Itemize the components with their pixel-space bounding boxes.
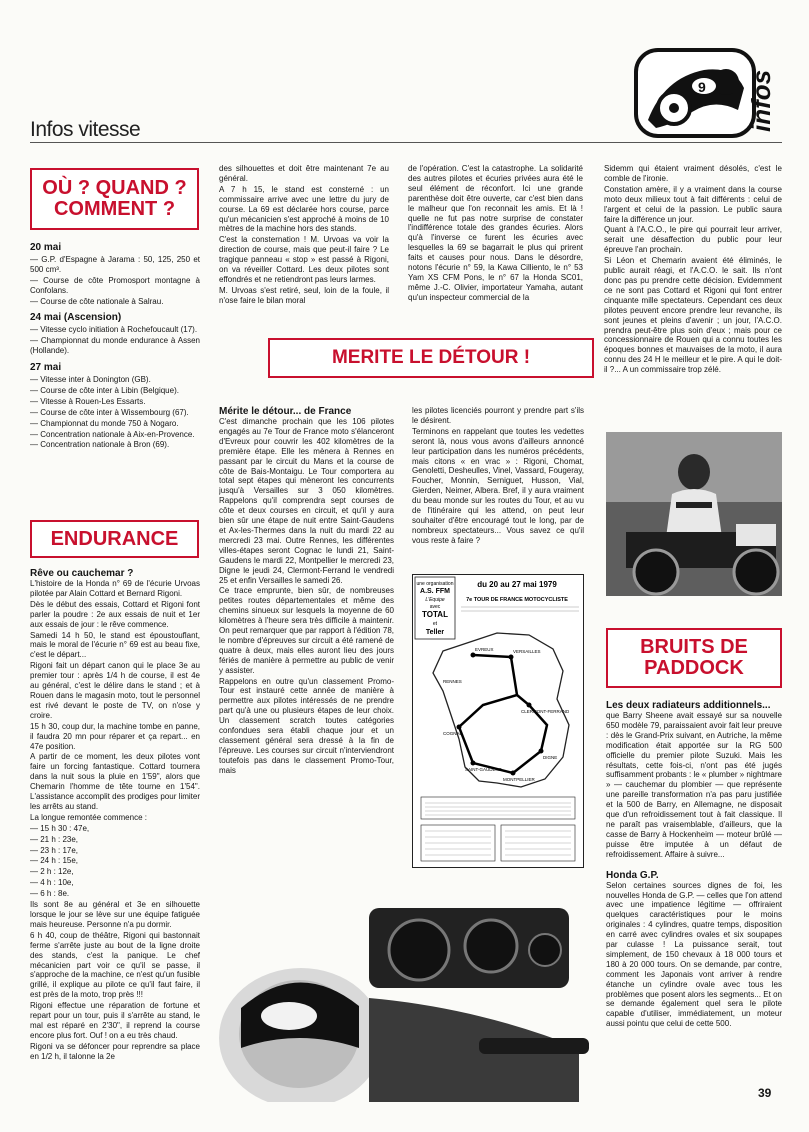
ou-quand-title: OÙ ? QUAND ? COMMENT ? bbox=[30, 168, 199, 230]
agenda-item: — Vitesse à Rouen-Les Essarts. bbox=[30, 396, 146, 406]
paragraph: L'histoire de la Honda n° 69 de l'écurie Urvoas pilotée par Alain Cottard et Bernard Rigoni. bbox=[30, 579, 200, 598]
paragraph: A 7 h 15, le stand est consterné : un commissaire arrive avec une lettre du jury de course. La 69 est déclarée hors course, parce qu'un mécanicien s'est approché à moins de 10 mètres de la machine hors des stands. bbox=[219, 184, 389, 234]
agenda-item: — Vitesse inter à Donington (GB). bbox=[30, 374, 151, 384]
page-number: 39 bbox=[758, 1086, 772, 1100]
endurance-continuation bbox=[408, 164, 583, 324]
list-item: — 4 h : 10e, bbox=[30, 878, 74, 888]
svg-text:EVREUX: EVREUX bbox=[475, 647, 494, 652]
agenda-item: — Course de côte nationale à Salrau. bbox=[30, 296, 164, 306]
paragraph: C'est dimanche prochain que les 106 pilotes engagés au 7e Tour de France moto s'élanceront d'Evreux pour couvrir les 402 kilomètres de la première étape. Elle les mènera à Rennes en passant par le circuit du Mans et la course de côte de Bais-Montaigu. Le Tour comportera au total sept étapes qui mèneront les concurrents jusqu'à Versailles sur 3 050 kilomètres. Rappelons qu'il comprendra sept courses de côte et deux courses en circuit, et qu'il y aura bien sûr une étape de nuit entre Saint-Gaudens et Ax-les-Thermes dans la nuit du mardi 22 au mercredi 23 mai. Outre Rennes, les différentes villes-étapes seront Cognac le lundi 21, Saint-Gaudens le mardi 22, Montpellier le mercredi 23, Digne le jeudi 24, Clermont-Ferrand le vendredi 25 et enfin Versailles le samedi 26. bbox=[219, 417, 394, 585]
paragraph: Ce trace emprunte, bien sûr, de nombreuses petites routes départementales et même des chemins sinueux sur lesquels la moyenne de 60 kilomètres à l'heure sera très difficile à maintenir. On peut remarquer que par rapport à l'édition 78, le nombre d'épreuves sur circuit a été ramené de quatre à deux, mais elles auront lieu des jours fériés de manière à permettre au public de venir y assister. bbox=[219, 586, 394, 675]
rider-with-motorcycle-icon bbox=[606, 432, 782, 596]
paragraph: de l'opération. C'est la catastrophe. La solidarité des autres pilotes et écuries privées aura été le seul élément de réconfort. Ici une grande parenthèse doit être ouverte, car c'est bien dans le malheur que l'on reconnait les amis. Et là ! quelle ne fut pas notre surprise de constater l'indifférence totale des grandes écuries. Alors qu'à l'inverse ce furent les écuries avec lesquelles la 69 se bagarrait le plus qui prirent faits et causes pour nous. Dans le désordre, notons l'écurie n° 59, la Kawa Cilliento, le n° 53 Yam XS CFM Pons, le n° 67 la Honda SC01, même J.-C. Olivier, importateur Yamaha, autant qu'un inspecteur commercial de la bbox=[408, 164, 583, 302]
agenda-item: — Vitesse cyclo initiation à Rochefoucault (17). bbox=[30, 325, 198, 335]
merite-subtitle: Mérite le détour... de France bbox=[219, 406, 352, 417]
list-item: — 23 h : 17e, bbox=[30, 845, 79, 855]
paragraph: Rappelons en outre qu'un classement Promo-Tour est instauré cette année de manière à permettre aux pilotes intéressés de ne prendre part qu'à une ou plusieurs étapes de leur choix. Un classement scratch toutes catégories confondues sera établi chaque jour et un classement général sera dressé à la fin de l'épreuve. Les courses sur circuit n'interviendront toutefois pas dans le classement Promo-Tour, mais bbox=[219, 676, 394, 775]
endurance-conclusion bbox=[604, 164, 782, 424]
svg-text:L'Equipe: L'Equipe bbox=[425, 597, 445, 603]
paragraph: C'est la consternation ! M. Urvoas va voir la direction de course, mais que peut-il faire ? Le tragique panneau « stop » est passé à Rigoni, on va réveiller Cottard. Les deux pilotes sont effondrés et ne retiendront pas leurs larmes. bbox=[219, 235, 389, 284]
paragraph: Rigoni effectue une réparation de fortune et repart pour un tour, puis il s'arrête au stand, le mal est réparé en 2'30", il reprend la course encore plus fort. Ouf ! on a eu très chaud. bbox=[30, 1001, 200, 1040]
list-item: — 21 h : 23e, bbox=[30, 834, 79, 844]
list-item: — 24 h : 15e, bbox=[30, 856, 79, 866]
svg-text:A.S. FFM: A.S. FFM bbox=[420, 588, 450, 595]
paragraph: 6 h 40, coup de théâtre, Rigoni qui bastonnait ferme s'arrête juste au bout de la ligne droite des stands, c'est la panique. Le chef mécanicien part voir ce qu'il se passe, il s'approche de la machine, ce n'est qu'un fusible grillé, il explique au pilote ce qu'il faut faire, il est près de la moto, trop près !!! bbox=[30, 930, 200, 1000]
svg-text:9: 9 bbox=[698, 79, 706, 95]
paragraph: La longue remontée commence : bbox=[30, 812, 147, 822]
svg-text:VERSAILLES: VERSAILLES bbox=[513, 649, 541, 654]
tour-de-france-map bbox=[412, 574, 584, 868]
agenda-item: — Course de côte inter à Libin (Belgique). bbox=[30, 385, 179, 395]
bruits-heading: Les deux radiateurs additionnels... bbox=[606, 700, 771, 711]
svg-text:COGNAC: COGNAC bbox=[443, 731, 463, 736]
bruits-heading: Honda G.P. bbox=[606, 869, 659, 881]
paragraph: Ils sont 8e au général et 3e en silhouette lorsque le jour se lève sur une équipe fatiguée mais heureuse. Personne n'a pu dormir. bbox=[30, 900, 200, 929]
endurance-article bbox=[30, 568, 200, 1100]
paragraph: Rigoni va se défoncer pour reprendre sa place en 1/2 h, il talonne la 2e bbox=[30, 1041, 200, 1061]
list-item: — 15 h 30 : 47e, bbox=[30, 823, 90, 833]
agenda-item: — G.P. d'Espagne à Jarama : 50, 125, 250 et 500 cm³. bbox=[30, 254, 200, 274]
svg-text:7e TOUR DE FRANCE MOTOCYCLISTE: 7e TOUR DE FRANCE MOTOCYCLISTE bbox=[466, 597, 568, 603]
list-item: — 2 h : 12e, bbox=[30, 867, 74, 877]
endurance-title: ENDURANCE bbox=[30, 520, 199, 558]
paragraph: Constation amère, il y a vraiment dans la course moto deux milieux tout à fait différents : celui de l'argent et celui de la passion. Le public saura faire la différence un jour. bbox=[604, 184, 782, 224]
helmet-and-dashboard-icon bbox=[219, 888, 596, 1102]
paragraph: A partir de ce moment, les deux pilotes vont faire un forcing fantastique. Cottard tournera dans la nuit sous la pluie en 1'59", alors que Chemarin l'homme de tête tourne en 1'54". L'assistance accomplit des prodiges pour limiter les arrêts au stand. bbox=[30, 752, 200, 811]
bruits-article bbox=[606, 700, 782, 1060]
svg-text:MONTPELLIER: MONTPELLIER bbox=[503, 777, 535, 782]
svg-text:SAINT-GAUDENS: SAINT-GAUDENS bbox=[465, 767, 502, 772]
paragraph: Terminons en rappelant que toutes les vedettes seront là, nous vous avons d'ailleurs annoncé leur participation dans les numéros précédents, mais citons « en vrac » : Rigoni, Chomat, Genoletti, Desheulles, Vinel, Vassard, Fougeray, Foucher, Monnin, Serniguet, Husson, Vial, Gierden, Neimer, Albera. Bref, il y aura vraiment du beau monde sur les routes du Tour, et au vu de l'itinéraire qui les attend, on peut leur souhaiter d'être encouragé tout le long, par de nombreux spectateurs... Vous savez ce qu'il vous reste à faire ? bbox=[412, 426, 584, 545]
infos-logo bbox=[634, 48, 780, 138]
agenda-item: — Concentration nationale à Aix-en-Provence. bbox=[30, 429, 195, 439]
merite-article-left bbox=[219, 406, 394, 882]
helmet-photo bbox=[219, 888, 596, 1102]
svg-text:RENNES: RENNES bbox=[443, 679, 462, 684]
bruits-title: BRUITS DE PADDOCK bbox=[606, 628, 782, 688]
section-header: Infos vitesse bbox=[30, 118, 141, 141]
paragraph: Selon certaines sources dignes de foi, les nouvelles Honda de G.P. — celles que l'on attend avec une impatience légitime — offriraient quelques caractéristiques pour le moins originales : 4 cylindres, quatre temps, disposition en carré avec cylindres ovales et six soupapes par culasse ! La puissance serait, tout simplement, de 150 chevaux à 18 000 tours et 180 à 20 000 tours. On se demande, par contre, comment les Japonais vont arriver à rendre étanche un cylindre ovale avec tous les problèmes que posent alors les segments... Et on se demande également quel sera le pilote capable d'utiliser, immédiatement, un moteur aussi pointu que celui de cette 500. bbox=[606, 880, 782, 1029]
paragraph: les pilotes licenciés pourront y prendre part s'ils le désirent. bbox=[412, 406, 584, 425]
paragraph: Si Léon et Chemarin avaient été éliminés, le public aurait réagi, et l'A.C.O. le sait. Ils n'ont donc pas pu prendre cette décision. Evidemment ce ne sont pas Cottard et Rigoni qui font entrer cinquante mille spectateurs. Cependant ces deux pilotes peuvent encore prendre leur revanche, ils sont jeunes et pleins d'avenir ; un jour, l'A.C.O. prendra peut-être plus soin d'eux ; mais pour ce concessionnaire de Rouen qui a connu toutes les époques bonnes et mauvaises de la moto, il aura connu des 24 H le meilleur et le pire. A qui le doit-il ?... A un commissaire trop zélé. bbox=[604, 256, 782, 375]
rider-photo bbox=[606, 432, 782, 596]
svg-text:TOTAL: TOTAL bbox=[422, 610, 448, 619]
svg-text:et: et bbox=[432, 621, 438, 627]
agenda-date: 20 mai bbox=[30, 242, 62, 253]
svg-text:du 20 au 27 mai 1979: du 20 au 27 mai 1979 bbox=[477, 580, 557, 589]
endurance-subtitle: Rêve ou cauchemar ? bbox=[30, 568, 134, 579]
agenda-column bbox=[30, 236, 200, 472]
svg-text:avec: avec bbox=[429, 604, 441, 610]
svg-text:infos: infos bbox=[746, 69, 776, 132]
svg-text:une organisation: une organisation bbox=[416, 581, 454, 587]
paragraph: des silhouettes et doit être maintenant 7e au général. bbox=[219, 164, 389, 183]
paragraph: 15 h 30, coup dur, la machine tombe en panne, il faudra 20 mn pour réparer et ça repart... en 47e position. bbox=[30, 721, 200, 751]
agenda-date: 27 mai bbox=[30, 362, 62, 374]
route-map-icon bbox=[413, 575, 583, 867]
svg-text:CLERMONT-FERRAND: CLERMONT-FERRAND bbox=[521, 709, 570, 714]
paragraph: que Barry Sheene avait essayé sur sa nouvelle 650 modèle 79, paraissaient avoir fait leur preuve : dès le Grand-Prix suivant, en Autriche, la même modification était apportée sur la RG 500 officielle du premier pilote Suzuki. Mais les résultats, cette fois-ci, n'ont pas été jugés suffisamment probants : le « plumber » nightmare » — cauchemar du plombier — que représente une pareille transformation n'a pas paru justifiée et la 500 de Barry, en Allemagne, ne disposait que d'un refroidissement tout à fait classique. Il ne paraît pas vraisemblable, d'ailleurs, que la casse de Barry à Hockenheim — moteur brûlé — puisse être imputée à un défaut de refroidissement. Affaire à suivre... bbox=[606, 711, 782, 859]
motorcycle-logo-icon bbox=[634, 48, 780, 138]
agenda-item: — Championnat du monde endurance à Assen (Hollande). bbox=[30, 336, 200, 356]
paragraph: Rigoni fait un départ canon qui le place 3e au premier tour : après 1/4 h de course, il est 4e au général, c'est le délire dans le stand ; et à Rouen dans le magasin moto, tout le personnel est rivé devant le poste de TV, on n'ose y croire. bbox=[30, 661, 200, 720]
agenda-item: — Course de côte inter à Wissembourg (67). bbox=[30, 407, 189, 417]
paragraph: Sidemm qui étaient vraiment désolés, c'est le comble de l'ironie. bbox=[604, 164, 782, 183]
svg-text:Teller: Teller bbox=[425, 629, 445, 636]
agenda-item: — Concentration nationale à Bron (69). bbox=[30, 440, 170, 450]
paragraph: M. Urvoas s'est retiré, seul, loin de la foule, il n'ose faire le bilan moral bbox=[219, 285, 389, 305]
merite-article-right bbox=[412, 406, 584, 562]
paragraph: Quant à l'A.C.O., le pire qui pourrait leur arriver, serait une désaffection du public pour leur épreuve l'an prochain. bbox=[604, 225, 782, 255]
agenda-item: — Championnat du monde 750 à Nogaro. bbox=[30, 418, 179, 428]
list-item: — 6 h : 8e. bbox=[30, 889, 70, 899]
endurance-continuation bbox=[219, 164, 389, 364]
paragraph: Dès le début des essais, Cottard et Rigoni font parler la poudre : 2e aux essais de nuit et 1er aux essais de jour : le rêve commence. bbox=[30, 599, 200, 629]
paragraph: Samedi 14 h 50, le stand est époustouflant, mais le moral de l'écurie n° 69 est au beau fixe, c'est le départ... bbox=[30, 630, 200, 660]
svg-text:DIGNE: DIGNE bbox=[543, 755, 558, 760]
header-rule bbox=[30, 142, 782, 143]
merite-banner: MERITE LE DÉTOUR ! bbox=[268, 338, 594, 378]
agenda-item: — Course de côte Promosport montagne à Confolans. bbox=[30, 275, 200, 295]
agenda-date: 24 mai (Ascension) bbox=[30, 312, 122, 324]
